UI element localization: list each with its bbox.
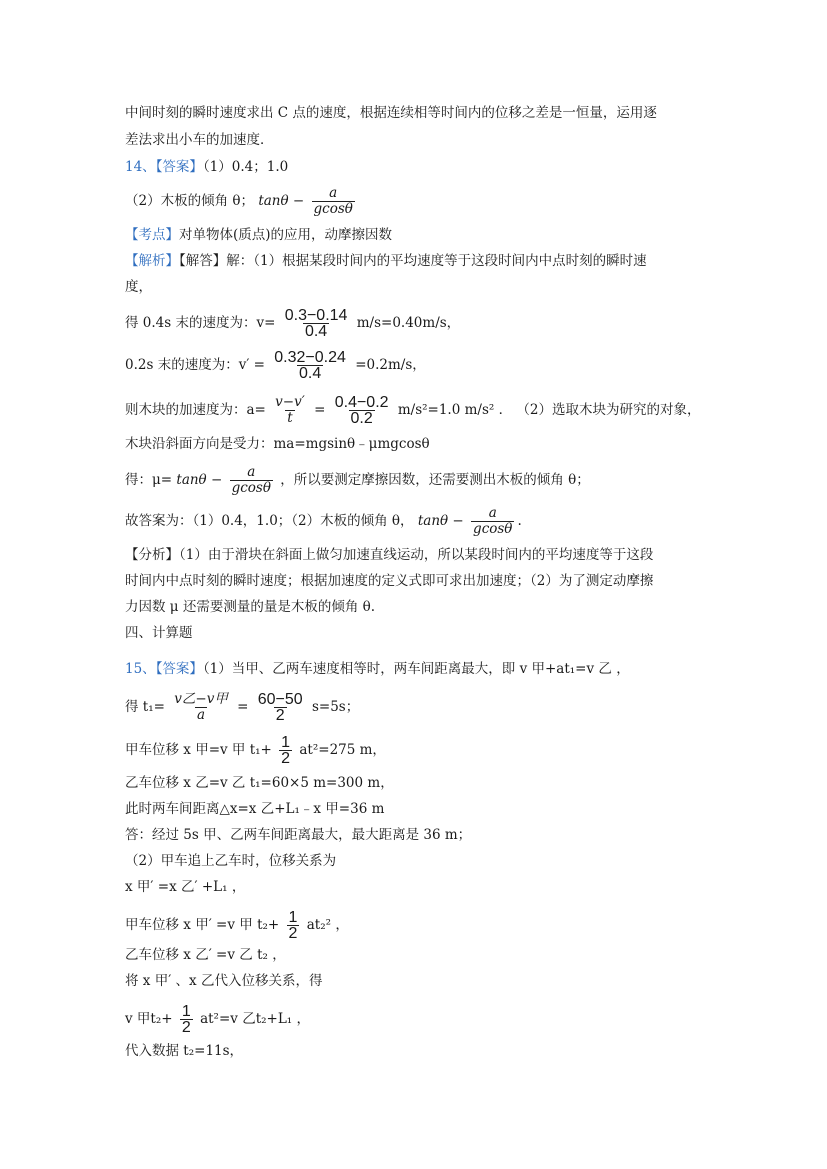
sub-line: 将 x 甲′ 、x 乙代入位移关系，得 (125, 973, 323, 989)
text: 得 0.4s 末的速度为：v= (125, 315, 276, 331)
velocity2-line (125, 350, 426, 381)
text: 故答案为：（1）0.4，1.0；（2）木板的倾角 θ， (125, 513, 414, 529)
kaodian-line (125, 226, 392, 244)
text: at²=275 m， (299, 742, 386, 758)
yi2-line: 乙车位移 x 乙′ =v 乙 t₂ ， (125, 947, 286, 963)
text: = (314, 402, 326, 418)
kaodian-text: 对单物体(质点)的应用，动摩擦因数 (179, 227, 393, 243)
answer-text: （1）0.4；1.0 (202, 159, 289, 175)
yi-line: 乙车位移 x 乙=v 乙 t₁=60×5 m=300 m， (125, 775, 394, 791)
q15-answer-line (125, 660, 630, 678)
part2-line: （2）甲车追上乙车时，位移关系为 (125, 853, 337, 869)
fenxi-line3: 力因数 μ 还需要测量的量是木板的倾角 θ. (125, 599, 376, 615)
text: 得 t₁= (125, 699, 165, 715)
text: at²=v 乙t₂+L₁ ， (200, 1011, 311, 1027)
text: ，所以要测定摩擦因数，还需要测出木板的倾角 θ； (280, 472, 590, 488)
text: （1）当甲、乙两车速度相等时，两车间距离最大，即 v 甲+at₁=v 乙 ， (202, 661, 630, 677)
fraction: $\frac{v-v'}{t}$ (275, 394, 305, 426)
section-heading: 四、计算题 (125, 625, 193, 641)
gu-line (125, 506, 522, 537)
formula-frac: $\frac{a}{gcos\theta}$ (313, 185, 353, 217)
jieda-tag: 【解答】 (179, 253, 227, 269)
text: m/s²=1.0 m/s² ． （2）选取木块为研究的对象， (397, 402, 701, 418)
q14-answer2-line (125, 186, 358, 217)
jiexi-text-cont: 度， (125, 279, 152, 295)
formula-tan: tanθ − (258, 193, 305, 209)
text: . (517, 513, 522, 529)
paragraph-line: 中间时刻的瞬时速度求出 C 点的速度，根据连续相等时间内的位移之差是一恒量，运用逐 (125, 105, 657, 121)
question-number: 14、 (125, 159, 156, 175)
formula-tan: tanθ − (417, 513, 464, 529)
fraction: $\frac{a}{gcos\theta}$ (473, 505, 513, 537)
fraction: $\frac{1}{2}$ (281, 734, 291, 767)
fraction: $\frac{0.4-0.2}{0.2}$ (334, 394, 389, 427)
dist-line: 此时两车间距离△x=x 乙+L₁﹣x 甲=36 m (125, 801, 385, 817)
text: = (237, 699, 249, 715)
answer2-text: （2）木板的倾角 θ； (125, 193, 255, 209)
fraction: $\frac{60-50}{2}$ (257, 691, 303, 724)
text: v 甲t₂+ (125, 1011, 173, 1027)
jiexi-tag: 【解析】 (125, 253, 179, 269)
result-line: 代入数据 t₂=11s， (125, 1043, 244, 1059)
q14-answer-line (125, 158, 288, 176)
t1-line (125, 692, 359, 723)
text: =0.2m/s， (355, 357, 426, 373)
formula-tan: tanθ − (176, 472, 223, 488)
question-number: 15、 (125, 661, 156, 677)
force-line: 木块沿斜面方向是受力：ma=mgsinθ﹣μmgcosθ (125, 436, 430, 452)
fenxi-line2: 时间内中点时刻的瞬时速度；根据加速度的定义式即可求出加速度；（2）为了测定动摩擦 (125, 573, 654, 589)
acceleration-line (125, 395, 700, 426)
text: s=5s； (311, 699, 360, 715)
text: 甲车位移 x 甲=v 甲 t₁+ (125, 742, 272, 758)
fraction: $\frac{0.32-0.24}{0.4}$ (274, 349, 346, 382)
da-line: 答：经过 5s 甲、乙两车间距离最大，最大距离是 36 m； (125, 827, 472, 843)
jiexi-line (125, 252, 647, 270)
text: 则木块的加速度为：a= (125, 402, 266, 418)
rel-line: x 甲′ =x 乙′ +L₁ ， (125, 879, 246, 895)
jia2-line (125, 910, 349, 941)
mu-line (125, 465, 590, 496)
fraction: $\frac{1}{2}$ (181, 1003, 191, 1036)
text: m/s=0.40m/s， (356, 315, 461, 331)
answer-tag: 【答案】 (155, 661, 203, 677)
jia-line (125, 735, 386, 766)
eq-line (125, 1004, 310, 1035)
kaodian-tag: 【考点】 (125, 227, 179, 243)
text: （1）由于滑块在斜面上做匀加速直线运动，所以某段时间内的平均速度等于这段 (179, 547, 654, 563)
jiexi-text: 解：（1）根据某段时间内的平均速度等于这段时间内中点时刻的瞬时速 (226, 253, 647, 269)
fenxi-tag: 【分析】 (125, 547, 179, 563)
velocity-line (125, 308, 460, 339)
fraction: $\frac{a}{gcos\theta}$ (231, 464, 271, 496)
text: at₂² ， (306, 917, 349, 933)
fraction: $\frac{1}{2}$ (288, 909, 298, 942)
text: 0.2s 末的速度为：v′ = (125, 357, 265, 373)
fenxi-line (125, 546, 653, 564)
text: 得：μ= (125, 472, 173, 488)
text: 甲车位移 x 甲′ =v 甲 t₂+ (125, 917, 280, 933)
fraction: $\frac{\text{v乙−v甲}}{a}$ (174, 691, 228, 723)
fraction: $\frac{0.3-0.14}{0.4}$ (284, 307, 348, 340)
paragraph-line: 差法求出小车的加速度． (125, 132, 274, 148)
answer-tag: 【答案】 (155, 159, 203, 175)
